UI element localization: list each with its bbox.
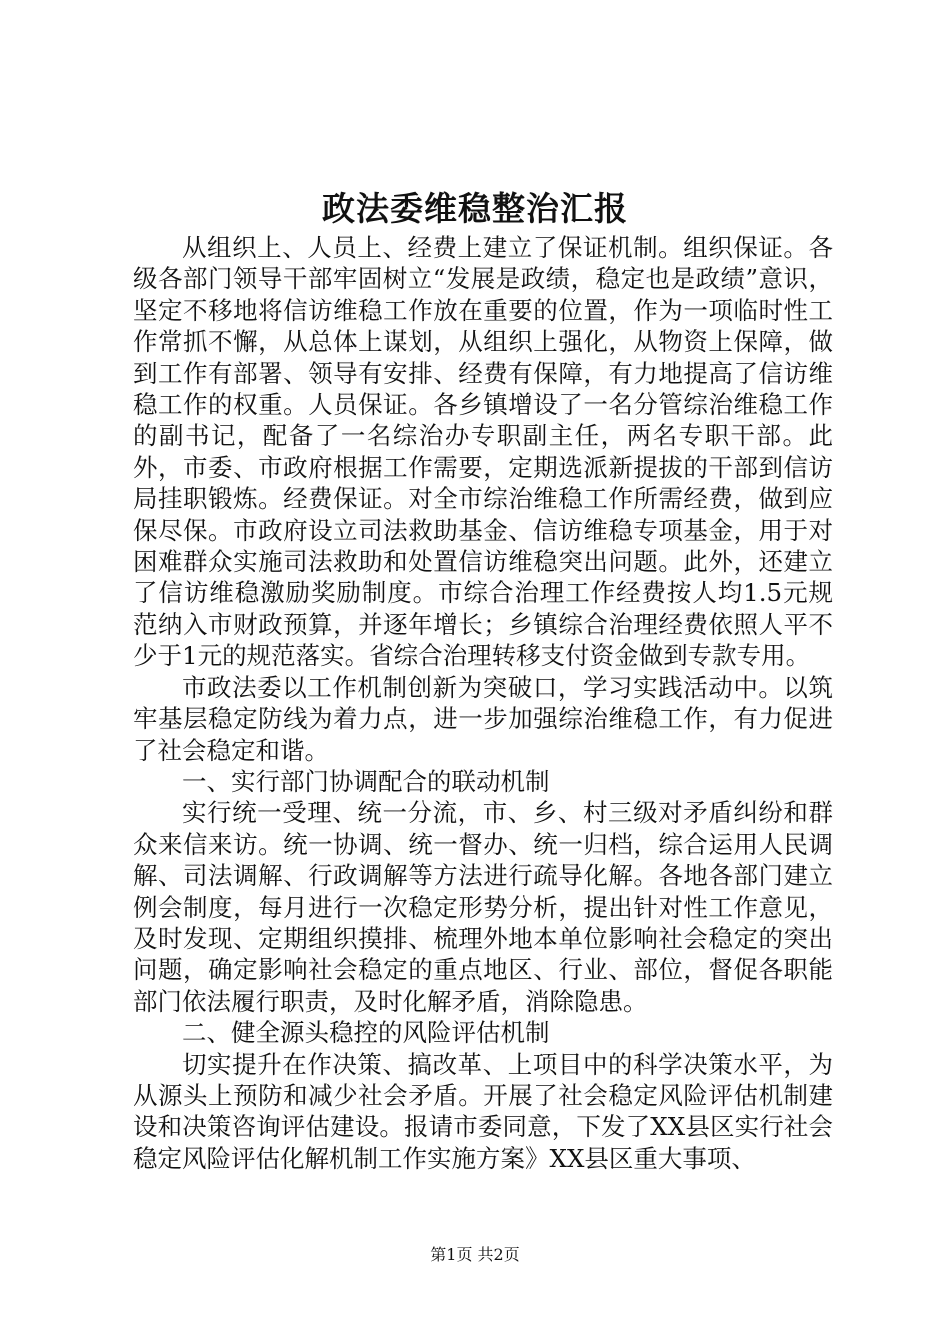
section-heading-2: 二、健全源头稳控的风险评估机制 <box>182 1018 550 1048</box>
paragraph-risk-assessment: 切实提升在作决策、搞改革、上项目中的科学决策水平，为从源头上预防和减少社会矛盾。开展了社会稳定风险评估机制建设和决策咨询评估建设。报请市委同意，下发了XX县区实行社会稳定风险评估化解机制工作实施方案》XX县区重大事项、 <box>133 1049 833 1173</box>
paragraph-guarantee-mechanism: 从组织上、人员上、经费上建立了保证机制。组织保证。各级各部门领导干部牢固树立“发展是政绩，稳定也是政绩”意识，坚定不移地将信访维稳工作放在重要的位置，作为一项临时性工作常抓不懈，从总体上谋划，从组织上强化，从物资上保障，做到工作有部署、领导有安排、经费有保障，有力地提高了信访维稳工作的权重。人员保证。各乡镇增设了一名分管综治维稳工作的副书记，配备了一名综治办专职副主任，两名专职干部。此外，市委、市政府根据工作需要，定期选派新提拔的干部到信访局挂职锻炼。经费保证。对全市综治维稳工作所需经费，做到应保尽保。市政府设立司法救助基金、信访维稳专项基金，用于对困难群众实施司法救助和处置信访维稳突出问题。此外，还建立了信访维稳激励奖励制度。市综合治理工作经费按人均1.5元规范纳入市财政预算，并逐年增长；乡镇综合治理经费依照人平不少于1元的规范落实。省综合治理转移支付资金做到专款专用。 <box>133 233 833 671</box>
section-heading-1: 一、实行部门协调配合的联动机制 <box>182 766 550 796</box>
document-body <box>133 232 833 1174</box>
document-title: 政法委维稳整治汇报 <box>322 189 628 228</box>
paragraph-intro: 市政法委以工作机制创新为突破口，学习实践活动中。以筑牢基层稳定防线为着力点，进一步加强综治维稳工作，有力促进了社会稳定和谐。 <box>133 672 833 765</box>
paragraph-linkage-mechanism: 实行统一受理、统一分流，市、乡、村三级对矛盾纠纷和群众来信来访。统一协调、统一督办、统一归档，综合运用人民调解、司法调解、行政调解等方法进行疏导化解。各地各部门建立例会制度，每月进行一次稳定形势分析，提出针对性工作意见，及时发现、定期组织摸排、梳理外地本单位影响社会稳定的突出问题，确定影响社会稳定的重点地区、行业、部位，督促各职能部门依法履行职责，及时化解矛盾，消除隐患。 <box>133 798 833 1016</box>
page-footer: 第1页 共2页 <box>430 1245 520 1264</box>
